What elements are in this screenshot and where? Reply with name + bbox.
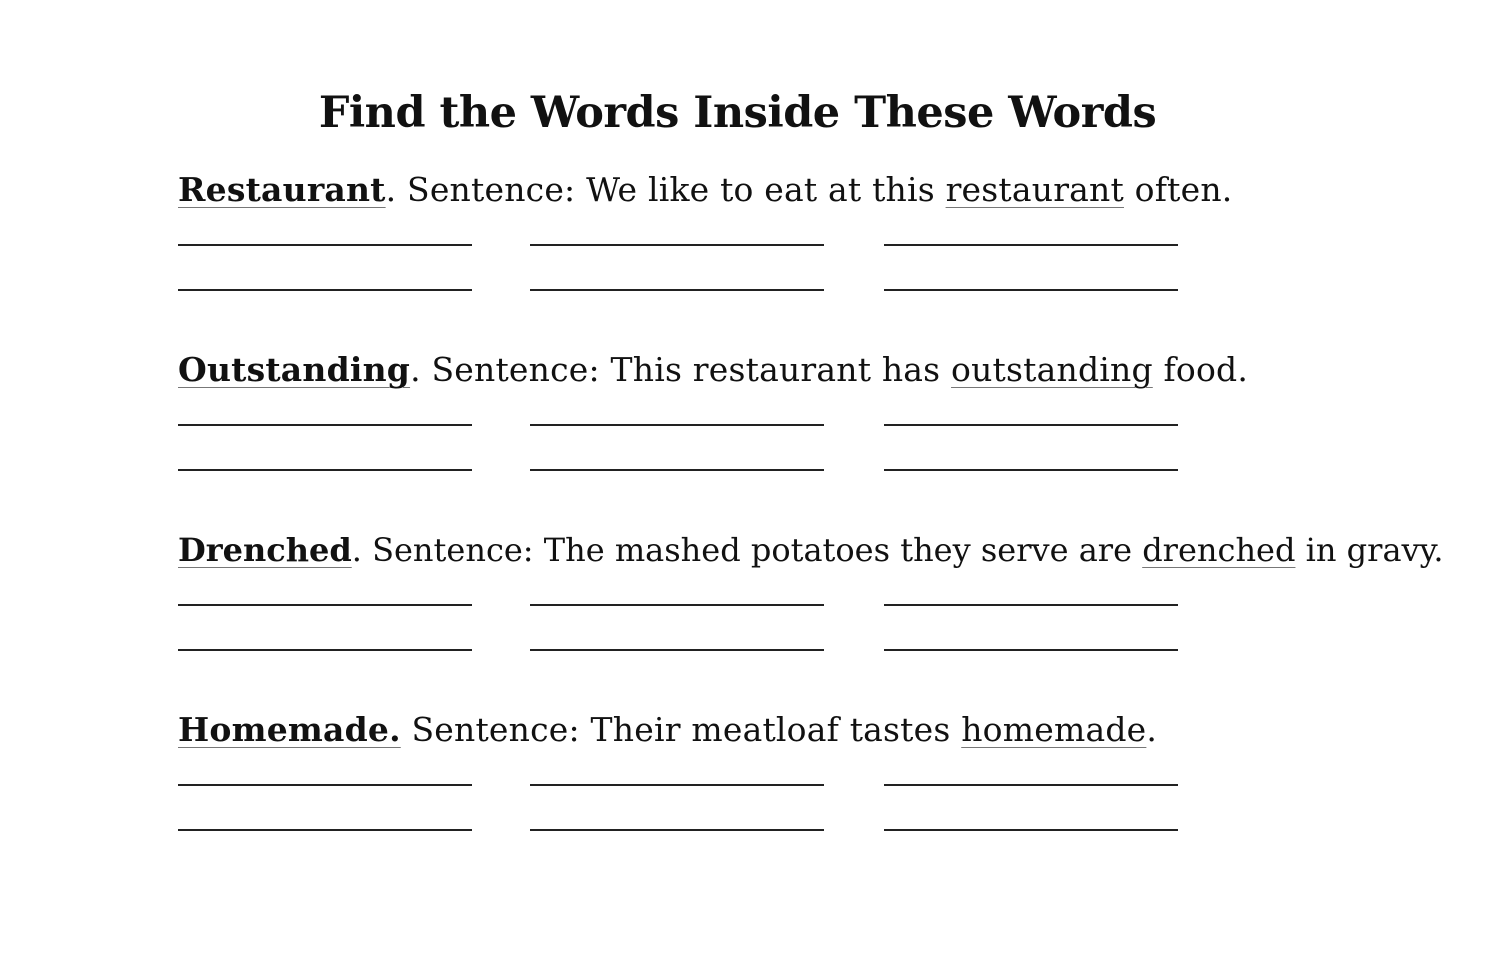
sentence-text-before: Their meatloaf tastes xyxy=(590,710,951,749)
answer-blank[interactable] xyxy=(530,244,824,246)
worksheet-title: Find the Words Inside These Words xyxy=(318,88,1157,138)
answer-row xyxy=(178,406,1478,451)
answer-row xyxy=(178,811,1478,856)
answer-blank[interactable] xyxy=(884,784,1178,786)
target-word: Restaurant xyxy=(178,170,386,209)
sentence-text-after: often. xyxy=(1123,170,1233,209)
answer-row xyxy=(178,766,1478,811)
sentence-label: Sentence: xyxy=(372,531,534,569)
sentence-text-after: . xyxy=(1146,710,1158,749)
prompt-line xyxy=(178,528,1478,572)
word-section-restaurant xyxy=(178,168,1478,316)
answer-blank[interactable] xyxy=(530,289,824,291)
answer-blank[interactable] xyxy=(178,469,472,471)
answer-row xyxy=(178,631,1478,676)
word-section-outstanding xyxy=(178,348,1478,496)
answer-row xyxy=(178,226,1478,271)
answer-blank[interactable] xyxy=(178,649,472,651)
prompt-line xyxy=(178,348,1478,392)
answer-blank[interactable] xyxy=(884,649,1178,651)
answer-blank[interactable] xyxy=(530,604,824,606)
answer-row xyxy=(178,586,1478,631)
answer-blank[interactable] xyxy=(178,244,472,246)
sentence-text-before: We like to eat at this xyxy=(586,170,935,209)
answer-blank[interactable] xyxy=(178,289,472,291)
answer-blank[interactable] xyxy=(178,424,472,426)
answer-blank[interactable] xyxy=(884,424,1178,426)
sentence-text-before: This restaurant has xyxy=(610,350,941,389)
target-word: Outstanding xyxy=(178,350,411,389)
answer-blank[interactable] xyxy=(884,244,1178,246)
sentence-target-word: restaurant xyxy=(945,170,1124,209)
answer-blank[interactable] xyxy=(530,424,824,426)
answer-blank[interactable] xyxy=(884,829,1178,831)
answer-blank[interactable] xyxy=(178,604,472,606)
sentence-label: Sentence: xyxy=(431,350,600,389)
answer-blank[interactable] xyxy=(178,784,472,786)
separator xyxy=(401,710,412,749)
sentence-label: Sentence: xyxy=(411,710,580,749)
answer-blank[interactable] xyxy=(178,829,472,831)
sentence-target-word: drenched xyxy=(1142,531,1296,569)
word-section-homemade xyxy=(178,708,1478,856)
word-section-drenched xyxy=(178,528,1478,676)
sentence-text-after: in gravy. xyxy=(1295,531,1444,569)
target-word: Drenched xyxy=(178,531,352,569)
answer-row xyxy=(178,451,1478,496)
sentence-target-word: outstanding xyxy=(951,350,1153,389)
answer-blank[interactable] xyxy=(530,784,824,786)
answer-blank[interactable] xyxy=(884,289,1178,291)
separator: . xyxy=(385,170,408,209)
answer-blank[interactable] xyxy=(530,649,824,651)
sentence-target-word: homemade xyxy=(961,710,1147,749)
answer-blank[interactable] xyxy=(884,469,1178,471)
separator: . xyxy=(410,350,432,389)
prompt-line xyxy=(178,168,1478,212)
sentence-text-before: The mashed potatoes they serve are xyxy=(543,531,1133,569)
prompt-line xyxy=(178,708,1478,752)
sentence-text-after: food. xyxy=(1152,350,1249,389)
target-word: Homemade. xyxy=(178,710,401,749)
answer-row xyxy=(178,271,1478,316)
answer-blank[interactable] xyxy=(884,604,1178,606)
sentence-label: Sentence: xyxy=(407,170,576,209)
separator: . xyxy=(351,531,373,569)
answer-blank[interactable] xyxy=(530,829,824,831)
answer-blank[interactable] xyxy=(530,469,824,471)
